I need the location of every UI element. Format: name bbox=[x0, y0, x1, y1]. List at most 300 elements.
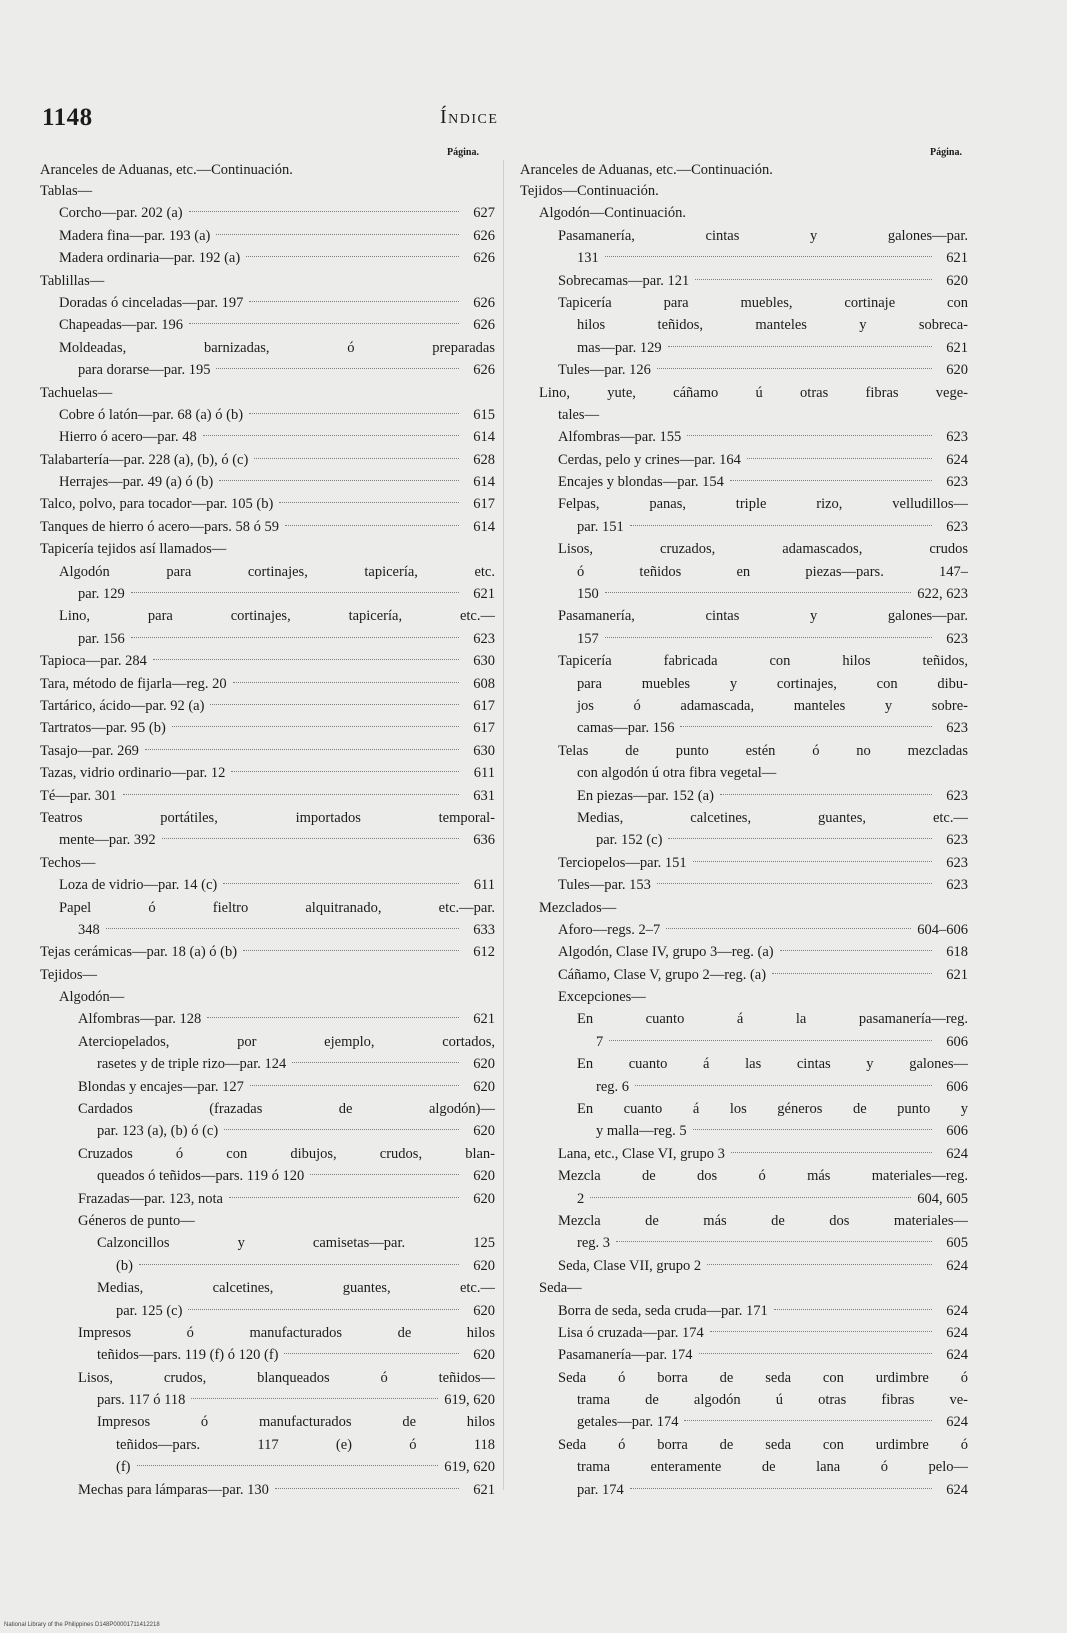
entry-text: Tapicería para muebles, cortinaje con bbox=[558, 294, 968, 311]
dot-leader bbox=[630, 1488, 932, 1489]
entry-text: Tules—par. 126 bbox=[558, 362, 651, 379]
index-entry bbox=[40, 426, 495, 448]
page-ref: 621 bbox=[946, 966, 968, 983]
entry-text: Alfombras—par. 155 bbox=[558, 429, 682, 446]
entry-text: par. 174 bbox=[577, 1481, 624, 1498]
index-entry bbox=[520, 1210, 968, 1255]
dot-leader bbox=[710, 1331, 932, 1332]
dot-leader bbox=[231, 771, 459, 772]
index-entry bbox=[40, 1411, 495, 1478]
dot-leader bbox=[590, 1197, 911, 1198]
index-entry bbox=[520, 852, 968, 874]
index-entry bbox=[520, 426, 968, 448]
entry-text: Algodón, Clase IV, grupo 3—reg. (a) bbox=[558, 944, 774, 961]
dot-leader bbox=[630, 525, 932, 526]
entry-text: Mezcla de dos ó más materiales—reg. bbox=[558, 1168, 968, 1185]
page-ref: 620 bbox=[473, 1190, 495, 1207]
index-entry bbox=[40, 314, 495, 336]
pagina-header: Página. bbox=[930, 147, 962, 158]
entry-text: Aterciopelados, por ejemplo, cortados, bbox=[78, 1033, 495, 1050]
page-ref: 615 bbox=[473, 406, 495, 423]
index-entry bbox=[40, 493, 495, 515]
index-entry bbox=[40, 1210, 495, 1232]
dot-leader bbox=[249, 301, 459, 302]
entry-text: En piezas—par. 152 (a) bbox=[577, 787, 714, 804]
dot-leader bbox=[189, 211, 459, 212]
dot-leader bbox=[695, 279, 932, 280]
page-ref: 621 bbox=[473, 1011, 495, 1028]
index-entry bbox=[40, 292, 495, 314]
dot-leader bbox=[687, 435, 932, 436]
entry-text: Algodón— bbox=[59, 989, 125, 1006]
index-entry bbox=[40, 247, 495, 269]
page-ref: 608 bbox=[473, 675, 495, 692]
page-ref: 630 bbox=[473, 742, 495, 759]
dot-leader bbox=[188, 1309, 459, 1310]
entry-text: mente—par. 392 bbox=[59, 832, 156, 849]
index-entry bbox=[40, 986, 495, 1008]
dot-leader bbox=[224, 1129, 459, 1130]
index-entry bbox=[520, 1434, 968, 1501]
dot-leader bbox=[137, 1465, 439, 1466]
index-entry bbox=[520, 270, 968, 292]
page-ref: 619, 620 bbox=[444, 1459, 495, 1476]
entry-text: ó teñidos en piezas—pars. 147– bbox=[577, 563, 968, 580]
page-number: 1148 bbox=[42, 104, 93, 131]
entry-text: Encajes y blondas—par. 154 bbox=[558, 474, 724, 491]
dot-leader bbox=[172, 726, 459, 727]
index-entries bbox=[520, 180, 968, 1501]
page-ref: 611 bbox=[473, 765, 495, 782]
dot-leader bbox=[284, 1353, 459, 1354]
page-ref: 633 bbox=[473, 921, 495, 938]
page-ref: 623 bbox=[946, 787, 968, 804]
page-ref: 614 bbox=[473, 474, 495, 491]
entry-text: 150 bbox=[577, 586, 599, 603]
index-entry bbox=[520, 919, 968, 941]
index-entry bbox=[520, 807, 968, 852]
section-continuation: Aranceles de Aduanas, etc.—Continuación. bbox=[520, 162, 773, 178]
entry-text: Madera fina—par. 193 (a) bbox=[59, 227, 211, 244]
page-ref: 624 bbox=[946, 1481, 968, 1498]
index-entry bbox=[520, 605, 968, 650]
dot-leader bbox=[285, 525, 459, 526]
page-ref: 622, 623 bbox=[917, 586, 968, 603]
index-entry bbox=[40, 1322, 495, 1367]
entry-text: Tablillas— bbox=[40, 272, 105, 289]
entry-text: Pasamanería—par. 174 bbox=[558, 1347, 693, 1364]
entry-text: Borra de seda, seda cruda—par. 171 bbox=[558, 1302, 768, 1319]
dot-leader bbox=[310, 1174, 459, 1175]
dot-leader bbox=[731, 1152, 932, 1153]
entry-text: par. 129 bbox=[78, 586, 125, 603]
index-entry bbox=[520, 1143, 968, 1165]
page-ref: 623 bbox=[946, 474, 968, 491]
index-entry bbox=[520, 1165, 968, 1210]
dot-leader bbox=[609, 1040, 932, 1041]
entry-text: Moldeadas, barnizadas, ó preparadas bbox=[59, 339, 495, 356]
page-ref: 623 bbox=[946, 854, 968, 871]
index-entry bbox=[520, 986, 968, 1008]
dot-leader bbox=[635, 1085, 932, 1086]
page-ref: 623 bbox=[946, 630, 968, 647]
dot-leader bbox=[668, 838, 932, 839]
page-ref: 618 bbox=[946, 944, 968, 961]
entry-text: Teatros portátiles, importados temporal- bbox=[40, 809, 495, 826]
entry-text: reg. 6 bbox=[596, 1078, 630, 1095]
entry-text: Té—par. 301 bbox=[40, 787, 117, 804]
entry-text: mas—par. 129 bbox=[577, 339, 662, 356]
entry-text: Tejidos— bbox=[40, 966, 97, 983]
page-ref: 620 bbox=[473, 1078, 495, 1095]
entry-text: Techos— bbox=[40, 854, 96, 871]
page-ref: 621 bbox=[473, 1481, 495, 1498]
page-ref: 614 bbox=[473, 429, 495, 446]
entry-text: Mezcla de más de dos materiales— bbox=[558, 1212, 968, 1229]
entry-text: trama de algodón ú otras fibras ve- bbox=[577, 1392, 968, 1409]
index-entry bbox=[520, 202, 968, 224]
entry-text: Lino, yute, cáñamo ú otras fibras vege- bbox=[539, 384, 968, 401]
entry-text: Tazas, vidrio ordinario—par. 12 bbox=[40, 765, 226, 782]
section-continuation: Aranceles de Aduanas, etc.—Continuación. bbox=[40, 162, 293, 178]
entry-text: Tejidos—Continuación. bbox=[520, 183, 659, 199]
dot-leader bbox=[684, 1420, 932, 1421]
entry-text: reg. 3 bbox=[577, 1235, 611, 1252]
entry-text: Medias, calcetines, guantes, etc.— bbox=[97, 1280, 495, 1297]
entry-text: par. 123 (a), (b) ó (c) bbox=[97, 1123, 219, 1140]
dot-leader bbox=[233, 682, 459, 683]
dot-leader bbox=[254, 458, 459, 459]
index-entry bbox=[40, 897, 495, 942]
index-entry bbox=[40, 1008, 495, 1030]
page-ref: 620 bbox=[473, 1347, 495, 1364]
page-ref: 624 bbox=[946, 1257, 968, 1274]
entry-text: Tapicería tejidos así llamados— bbox=[40, 541, 227, 558]
dot-leader bbox=[216, 368, 459, 369]
page-ref: 620 bbox=[946, 272, 968, 289]
running-title: Índice bbox=[440, 106, 499, 128]
page-ref: 623 bbox=[473, 630, 495, 647]
entry-text: teñidos—pars. 119 (f) ó 120 (f) bbox=[97, 1347, 279, 1364]
dot-leader bbox=[249, 413, 459, 414]
index-entry bbox=[520, 1367, 968, 1434]
index-entry bbox=[520, 874, 968, 896]
index-entries bbox=[40, 180, 495, 1501]
index-entry bbox=[40, 650, 495, 672]
index-entry bbox=[520, 292, 968, 359]
entry-text: con algodón ú otra fibra vegetal— bbox=[577, 765, 777, 782]
page-ref: 606 bbox=[946, 1078, 968, 1095]
page-ref: 631 bbox=[473, 787, 495, 804]
dot-leader bbox=[210, 704, 459, 705]
entry-text: Chapeadas—par. 196 bbox=[59, 317, 184, 334]
entry-text: Aforo—regs. 2–7 bbox=[558, 921, 661, 938]
page-ref: 604, 605 bbox=[917, 1190, 968, 1207]
entry-text: Tara, método de fijarla—reg. 20 bbox=[40, 675, 227, 692]
page-ref: 623 bbox=[946, 877, 968, 894]
entry-text: Cruzados ó con dibujos, crudos, blan- bbox=[78, 1145, 495, 1162]
entry-text: trama enteramente de lana ó pelo— bbox=[577, 1459, 968, 1476]
dot-leader bbox=[605, 256, 932, 257]
entry-text: rasetes y de triple rizo—par. 124 bbox=[97, 1056, 287, 1073]
entry-text: pars. 117 ó 118 bbox=[97, 1392, 186, 1409]
entry-text: Géneros de punto— bbox=[78, 1212, 195, 1229]
entry-text: Corcho—par. 202 (a) bbox=[59, 205, 183, 222]
index-entry bbox=[40, 1188, 495, 1210]
page-ref: 606 bbox=[946, 1033, 968, 1050]
dot-leader bbox=[657, 883, 932, 884]
page-ref: 621 bbox=[473, 586, 495, 603]
dot-leader bbox=[279, 502, 459, 503]
entry-text: 7 bbox=[596, 1033, 604, 1050]
entry-text: Tartratos—par. 95 (b) bbox=[40, 720, 166, 737]
dot-leader bbox=[605, 592, 912, 593]
page-ref: 605 bbox=[946, 1235, 968, 1252]
entry-text: Pasamanería, cintas y galones—par. bbox=[558, 608, 968, 625]
page-ref: 624 bbox=[946, 1324, 968, 1341]
index-entry bbox=[520, 1344, 968, 1366]
dot-leader bbox=[153, 659, 459, 660]
index-entry bbox=[40, 964, 495, 986]
index-entry bbox=[520, 180, 968, 202]
entry-text: Sobrecamas—par. 121 bbox=[558, 272, 690, 289]
entry-text: Impresos ó manufacturados de hilos bbox=[97, 1414, 495, 1431]
entry-text: Lino, para cortinajes, tapicería, etc.— bbox=[59, 608, 495, 625]
dot-leader bbox=[203, 435, 459, 436]
index-entry bbox=[520, 1255, 968, 1277]
entry-text: Cáñamo, Clase V, grupo 2—reg. (a) bbox=[558, 966, 767, 983]
page-ref: 626 bbox=[473, 227, 495, 244]
entry-text: En cuanto á las cintas y galones— bbox=[577, 1056, 968, 1073]
entry-text: para muebles y cortinajes, con dibu- bbox=[577, 675, 968, 692]
page-ref: 627 bbox=[473, 205, 495, 222]
page-ref: 604–606 bbox=[917, 921, 968, 938]
index-entry bbox=[40, 449, 495, 471]
index-entry bbox=[40, 1098, 495, 1143]
entry-text: 131 bbox=[577, 250, 599, 267]
entry-text: Tablas— bbox=[40, 183, 93, 199]
index-entry bbox=[40, 1367, 495, 1412]
index-entry bbox=[40, 382, 495, 404]
entry-text: (f) bbox=[116, 1459, 131, 1476]
entry-text: Tasajo—par. 269 bbox=[40, 742, 139, 759]
page-ref: 626 bbox=[473, 294, 495, 311]
dot-leader bbox=[747, 458, 932, 459]
entry-text: Cerdas, pelo y crines—par. 164 bbox=[558, 451, 741, 468]
page-ref: 626 bbox=[473, 317, 495, 334]
entry-text: En cuanto á los géneros de punto y bbox=[577, 1101, 968, 1118]
entry-text: Doradas ó cinceladas—par. 197 bbox=[59, 294, 244, 311]
dot-leader bbox=[145, 749, 459, 750]
dot-leader bbox=[223, 883, 459, 884]
entry-text: Seda— bbox=[539, 1280, 582, 1297]
page-ref: 624 bbox=[946, 451, 968, 468]
entry-text: Papel ó fieltro alquitranado, etc.—par. bbox=[59, 899, 495, 916]
dot-leader bbox=[139, 1264, 459, 1265]
pagina-header: Página. bbox=[447, 147, 479, 158]
page-ref: 620 bbox=[473, 1056, 495, 1073]
index-entry bbox=[40, 202, 495, 224]
entry-text: Tapioca—par. 284 bbox=[40, 653, 147, 670]
entry-text: Pasamanería, cintas y galones—par. bbox=[558, 227, 968, 244]
dot-leader bbox=[162, 838, 459, 839]
page-ref: 606 bbox=[946, 1123, 968, 1140]
dot-leader bbox=[131, 637, 459, 638]
dot-leader bbox=[666, 928, 911, 929]
index-entry bbox=[520, 1300, 968, 1322]
dot-leader bbox=[243, 950, 459, 951]
entry-text: Madera ordinaria—par. 192 (a) bbox=[59, 250, 241, 267]
index-entry bbox=[40, 673, 495, 695]
entry-text: Telas de punto estén ó no mezcladas bbox=[558, 742, 968, 759]
dot-leader bbox=[657, 368, 932, 369]
dot-leader bbox=[605, 637, 932, 638]
entry-text: Tachuelas— bbox=[40, 384, 113, 401]
page-ref: 621 bbox=[946, 339, 968, 356]
index-entry bbox=[40, 270, 495, 292]
entry-text: Tartárico, ácido—par. 92 (a) bbox=[40, 697, 205, 714]
index-entry bbox=[40, 762, 495, 784]
entry-text: Seda ó borra de seda con urdimbre ó bbox=[558, 1436, 968, 1453]
page-ref: 617 bbox=[473, 496, 495, 513]
index-entry bbox=[520, 1053, 968, 1098]
index-entry bbox=[40, 1031, 495, 1076]
dot-leader bbox=[680, 726, 932, 727]
index-entry bbox=[520, 964, 968, 986]
entry-text: y malla—reg. 5 bbox=[596, 1123, 687, 1140]
entry-text: par. 156 bbox=[78, 630, 125, 647]
entry-text: Felpas, panas, triple rizo, velludillos— bbox=[558, 496, 968, 513]
entry-text: Cardados (frazadas de algodón)— bbox=[78, 1101, 495, 1118]
entry-text: par. 151 bbox=[577, 518, 624, 535]
index-entry bbox=[520, 449, 968, 471]
entry-text: En cuanto á la pasamanería—reg. bbox=[577, 1011, 968, 1028]
entry-text: Tapicería fabricada con hilos teñidos, bbox=[558, 653, 968, 670]
index-entry bbox=[40, 538, 495, 560]
entry-text: (b) bbox=[116, 1257, 133, 1274]
dot-leader bbox=[207, 1017, 459, 1018]
dot-leader bbox=[699, 1353, 933, 1354]
index-entry bbox=[40, 807, 495, 852]
entry-text: getales—par. 174 bbox=[577, 1414, 679, 1431]
index-entry bbox=[40, 785, 495, 807]
entry-text: Algodón para cortinajes, tapicería, etc. bbox=[59, 563, 495, 580]
index-entry bbox=[40, 471, 495, 493]
entry-text: Algodón—Continuación. bbox=[539, 205, 687, 222]
entry-text: Frazadas—par. 123, nota bbox=[78, 1190, 223, 1207]
entry-text: Mechas para lámparas—par. 130 bbox=[78, 1481, 269, 1498]
entry-text: 157 bbox=[577, 630, 599, 647]
entry-text: Hierro ó acero—par. 48 bbox=[59, 429, 197, 446]
dot-leader bbox=[730, 480, 932, 481]
entry-text: tales— bbox=[558, 406, 600, 423]
dot-leader bbox=[693, 1129, 932, 1130]
column-divider bbox=[503, 160, 504, 1490]
index-entry bbox=[520, 225, 968, 270]
index-entry bbox=[520, 740, 968, 785]
index-entry bbox=[40, 337, 495, 382]
index-entry bbox=[40, 404, 495, 426]
page-ref: 623 bbox=[946, 720, 968, 737]
left-column bbox=[40, 146, 495, 1501]
page-ref: 630 bbox=[473, 653, 495, 670]
entry-text: Tejas cerámicas—par. 18 (a) ó (b) bbox=[40, 944, 238, 961]
footer-credit: National Library of the Philippines D148P00001711412218 bbox=[4, 1622, 160, 1628]
index-entry bbox=[520, 1277, 968, 1299]
page-ref: 611 bbox=[473, 877, 495, 894]
page-ref: 620 bbox=[473, 1302, 495, 1319]
index-entry bbox=[40, 1277, 495, 1322]
index-entry bbox=[520, 1008, 968, 1053]
page-ref: 624 bbox=[946, 1414, 968, 1431]
dot-leader bbox=[189, 323, 459, 324]
page-ref: 617 bbox=[473, 720, 495, 737]
index-entry bbox=[40, 180, 495, 202]
entry-text: Lisos, crudos, blanqueados ó teñidos— bbox=[78, 1369, 495, 1386]
dot-leader bbox=[246, 256, 459, 257]
index-entry bbox=[520, 493, 968, 538]
index-entry bbox=[40, 516, 495, 538]
index-entry bbox=[520, 785, 968, 807]
page-ref: 623 bbox=[946, 518, 968, 535]
entry-text: Talco, polvo, para tocador—par. 105 (b) bbox=[40, 496, 274, 513]
entry-text: Tanques de hierro ó acero—pars. 58 ó 59 bbox=[40, 518, 279, 535]
index-entry bbox=[520, 650, 968, 740]
dot-leader bbox=[616, 1241, 932, 1242]
dot-leader bbox=[707, 1264, 932, 1265]
index-entry bbox=[40, 740, 495, 762]
entry-text: Loza de vidrio—par. 14 (c) bbox=[59, 877, 218, 894]
entry-text: jos ó adamascada, manteles y sobre- bbox=[577, 697, 968, 714]
index-entry bbox=[520, 359, 968, 381]
index-entry bbox=[40, 717, 495, 739]
dot-leader bbox=[774, 1309, 932, 1310]
dot-leader bbox=[229, 1197, 459, 1198]
dot-leader bbox=[780, 950, 932, 951]
index-entry bbox=[40, 1479, 495, 1501]
dot-leader bbox=[250, 1085, 459, 1086]
index-entry bbox=[520, 1098, 968, 1143]
entry-text: queados ó teñidos—pars. 119 ó 120 bbox=[97, 1168, 305, 1185]
index-entry bbox=[40, 1143, 495, 1188]
index-entry bbox=[40, 852, 495, 874]
entry-text: Impresos ó manufacturados de hilos bbox=[78, 1324, 495, 1341]
entry-text: Medias, calcetines, guantes, etc.— bbox=[577, 809, 968, 826]
entry-text: Excepciones— bbox=[558, 989, 646, 1006]
page-ref: 621 bbox=[946, 250, 968, 267]
entry-text: Tules—par. 153 bbox=[558, 877, 651, 894]
index-entry bbox=[520, 471, 968, 493]
index-entry bbox=[520, 1322, 968, 1344]
index-entry bbox=[40, 225, 495, 247]
dot-leader bbox=[292, 1062, 459, 1063]
page-ref: 624 bbox=[946, 1302, 968, 1319]
entry-text: camas—par. 156 bbox=[577, 720, 675, 737]
entry-text: 2 bbox=[577, 1190, 585, 1207]
dot-leader bbox=[191, 1398, 438, 1399]
page-ref: 624 bbox=[946, 1145, 968, 1162]
index-entry bbox=[520, 538, 968, 605]
page-ref: 612 bbox=[473, 944, 495, 961]
page-ref: 620 bbox=[473, 1168, 495, 1185]
dot-leader bbox=[131, 592, 459, 593]
index-entry bbox=[520, 941, 968, 963]
page-ref: 623 bbox=[946, 429, 968, 446]
dot-leader bbox=[216, 234, 459, 235]
dot-leader bbox=[772, 973, 932, 974]
page-ref: 620 bbox=[473, 1257, 495, 1274]
dot-leader bbox=[275, 1488, 459, 1489]
